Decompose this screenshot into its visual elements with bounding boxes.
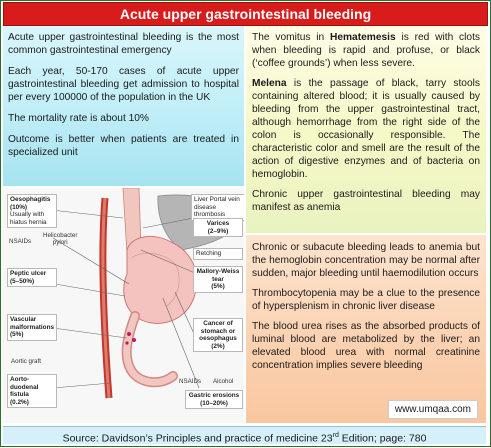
- vascular-line-1: Vascular: [10, 316, 37, 323]
- hematemesis-paragraph: [252, 31, 480, 70]
- thrombocytopenia-paragraph: Thrombocytopenia may be a clue to the presence of hypersplenism in chronic liver disease: [252, 288, 480, 312]
- overview-paragraph-3: The mortality rate is about 10%: [8, 113, 149, 124]
- cancer-percent: (2%): [211, 342, 225, 350]
- oesophagitis-note-1: Usually with: [10, 211, 45, 218]
- melena-text: is the passage of black, tarry stools containing altered blood; it is usually caused by bleeding from the upper gastrointestinal tract, although hemorrhage from the right side of the colon is occasionally responsible. The characteristic color and smell are the result of the action of digestive enzymes and of bacteria on hemoglobin.: [252, 78, 480, 180]
- peptic-ulcer-percent: (5–50%): [10, 277, 35, 285]
- vascular-percent: (5%): [10, 331, 24, 338]
- peptic-ulcer-label: [7, 268, 57, 287]
- liver-line-3: disease thrombosis: [194, 203, 226, 218]
- hematemesis-pre: The vomitus in: [252, 32, 330, 43]
- mallory-percent: (5%): [211, 283, 225, 290]
- symptoms-panel: [246, 26, 486, 233]
- liver-disease-label: [191, 194, 244, 221]
- aorto-line-2: fistula: [10, 391, 29, 398]
- vascular-line-2: malformations: [10, 323, 55, 331]
- overview-paragraph-4: Outcome is better when patients are treated in specialized unit: [8, 134, 239, 158]
- aorto-line-1: Aorto-duodenal: [10, 376, 39, 391]
- varices-percent: (2–9%): [207, 227, 229, 235]
- overview-paragraph-2: Each year, 50-170 cases of acute upper gastrointestinal bleeding get admission to hospital per every 100000 of the population in the UK: [8, 66, 239, 103]
- page-title: Acute upper gastrointestinal bleeding: [3, 2, 488, 26]
- gastric-percent: (10–20%): [200, 399, 228, 407]
- nsaids-left-label: NSAIDs: [9, 238, 32, 245]
- hematemesis-text: is red with clots when bleeding is rapid and profuse, or black (‘coffee grounds’) when less severe.: [252, 32, 480, 69]
- urea-paragraph: The blood urea rises as the absorbed products of luminal blood are metabolized by the liver; an elevated blood urea with normal creatinine concentration implies severe bleeding: [252, 321, 480, 371]
- mallory-weiss-label: [193, 266, 243, 293]
- melena-paragraph: [252, 77, 480, 181]
- overview-panel: [3, 26, 244, 186]
- cancer-line-2: stomach or: [200, 327, 236, 335]
- nsaids-right-label: NSAIDs: [179, 378, 202, 385]
- liver-line-2: Portal vein: [209, 196, 240, 203]
- oesophagitis-percent: (10%): [10, 203, 28, 211]
- chronic-paragraph: Chronic upper gastrointestinal bleeding may manifest as anemia: [252, 189, 480, 213]
- vascular-malformations-label: [7, 314, 57, 341]
- hematemesis-term: Hematemesis: [329, 32, 396, 43]
- oesophagitis-label: [7, 194, 57, 228]
- cancer-line-3: oesophagus: [199, 335, 237, 342]
- source-text-post: Edition; page: 780: [338, 432, 427, 445]
- source-citation: [3, 426, 486, 444]
- overview-paragraph-1: Acute upper gastrointestinal bleeding is the most common gastrointestinal emergency: [8, 32, 239, 56]
- website-watermark: www.umqaa.com: [388, 400, 478, 419]
- aorto-percent: (0.2%): [10, 398, 29, 406]
- alcohol-label: Alcohol: [213, 378, 234, 385]
- cancer-line-1: Cancer of: [203, 320, 233, 327]
- melena-term: Melena: [252, 78, 287, 89]
- oesophagitis-note-2: hiatus hernia: [10, 218, 47, 226]
- gastric-name: Gastric erosions: [188, 392, 240, 399]
- aortic-graft-label: Aortic graft: [11, 358, 41, 365]
- causes-diagram: [3, 188, 244, 423]
- mallory-name: Mallory-Weiss tear: [196, 268, 240, 283]
- aorto-duodenal-fistula-label: [7, 374, 57, 408]
- oesophagitis-name: Oesophagitis: [10, 196, 51, 203]
- investigations-panel: [246, 235, 486, 423]
- retching-label: Retching: [193, 248, 243, 260]
- anemia-paragraph: Chronic or subacute bleeding leads to anemia but the hemoglobin concentration may be normal after sudden, major bleeding until haemodilution occurs: [252, 242, 480, 279]
- helicobacter-line-1: Helicobacter: [43, 232, 78, 239]
- helicobacter-label: [43, 232, 77, 246]
- cancer-label: [193, 318, 243, 352]
- gastric-erosions-label: [185, 390, 243, 409]
- peptic-ulcer-name: Peptic ulcer: [10, 270, 47, 277]
- varices-label: [193, 218, 243, 237]
- varices-name: Varices: [206, 220, 230, 227]
- helicobacter-line-2: pylori: [52, 239, 68, 246]
- source-superscript: rd: [332, 432, 339, 439]
- liver-line-1: Liver: [194, 196, 208, 203]
- source-text-pre: Source: Davidson’s Principles and practice of medicine 23: [62, 432, 333, 445]
